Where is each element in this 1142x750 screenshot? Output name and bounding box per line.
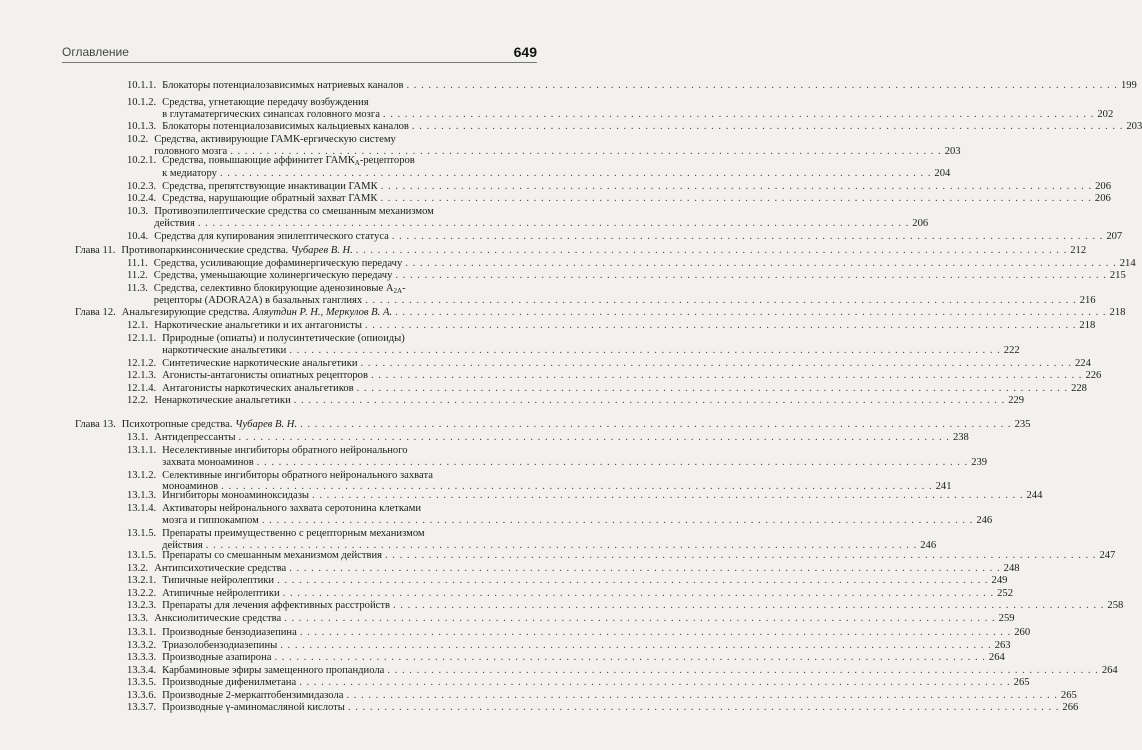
leader-dots xyxy=(280,640,991,652)
entry-page: 204 xyxy=(934,168,951,179)
entry-title-text: Средства, активирующие ГАМК-ергическую систему xyxy=(154,134,396,145)
entry-page: 252 xyxy=(997,588,1013,599)
entry-page: 206 xyxy=(912,218,929,229)
entry-title xyxy=(154,270,393,282)
entry-page: 203 xyxy=(944,146,961,157)
entry-title xyxy=(162,97,368,109)
entry-title-text: Психотропные средства. xyxy=(121,419,233,430)
section-title: Оглавление xyxy=(62,45,129,59)
entry-title xyxy=(154,134,396,146)
entry-title-text: Производные γ-аминомасляной кислоты xyxy=(162,702,345,713)
entry-title-text: Антипсихотические средства xyxy=(154,563,287,574)
entry-page: 235 xyxy=(1014,419,1031,430)
entry-number: Глава 12. xyxy=(75,307,116,318)
entry-page: 265 xyxy=(1013,677,1030,688)
toc-entry-continuation[interactable] xyxy=(162,109,1114,121)
subscript: 2А xyxy=(393,287,403,295)
toc-entry[interactable] xyxy=(127,320,1096,332)
entry-page: 265 xyxy=(1060,690,1077,701)
toc-entry[interactable] xyxy=(127,702,1079,714)
leader-dots xyxy=(312,490,1023,502)
entry-title-text: Триазолобензодиазепины xyxy=(162,640,278,651)
entry-page: 249 xyxy=(991,575,1008,586)
entry-title-text: Средства, уменьшающие холинергическую передачу xyxy=(153,270,393,281)
leader-dots xyxy=(361,358,1072,370)
toc-entry[interactable] xyxy=(127,490,1043,502)
entry-author: Чубарев В. Н. xyxy=(290,245,353,256)
entry-title-text: Противоэпилептические средства со смешанным механизмом xyxy=(154,206,434,217)
toc-chapter-entry[interactable] xyxy=(75,245,1087,257)
entry-number: 13.1.3. xyxy=(127,490,157,501)
entry-number: 12.1.1. xyxy=(127,333,157,344)
toc-entry[interactable] xyxy=(127,550,1116,562)
entry-page: 239 xyxy=(971,457,988,468)
entry-page: 266 xyxy=(1062,702,1079,713)
subscript: А xyxy=(354,159,360,167)
entry-title xyxy=(162,358,357,370)
entry-title-text: Производные бензодиазепина xyxy=(162,627,297,638)
entry-title-text: Ненаркотические анальгетики xyxy=(154,395,291,406)
toc-entry[interactable] xyxy=(127,206,537,218)
leader-dots xyxy=(348,702,1059,714)
entry-number: 12.1.4. xyxy=(127,383,157,394)
entry-page: 246 xyxy=(976,515,993,526)
leader-dots xyxy=(346,690,1057,702)
entry-title xyxy=(162,690,343,702)
toc-entry[interactable] xyxy=(127,155,537,167)
entry-title xyxy=(162,528,424,540)
toc-entry[interactable] xyxy=(127,665,1118,677)
entry-number: 13.3.4. xyxy=(127,665,157,676)
entry-number: 11.1. xyxy=(127,258,148,269)
leader-dots xyxy=(392,231,1103,243)
entry-title xyxy=(162,121,409,133)
toc-entry[interactable] xyxy=(127,181,1111,193)
entry-number: 13.1.5. xyxy=(127,528,157,539)
entry-author: Чубарев В. Н. xyxy=(235,419,298,430)
entry-title-text: Производные 2-меркаптобензимидазола xyxy=(162,690,344,701)
entry-title xyxy=(154,613,281,625)
toc-entry[interactable] xyxy=(127,193,1111,205)
entry-title-text: Средства, повышающие аффинитет ГАМК xyxy=(162,155,355,166)
entry-page: 216 xyxy=(1079,295,1096,306)
toc-entry[interactable] xyxy=(127,121,1142,133)
entry-number: 10.2.4. xyxy=(127,193,157,204)
entry-title xyxy=(162,181,378,193)
toc-entry-continuation[interactable] xyxy=(162,457,988,469)
entry-title xyxy=(162,193,377,205)
entry-title-text: Средства, селективно блокирующие аденозиновые A xyxy=(153,283,394,294)
entry-page: 207 xyxy=(1106,231,1123,242)
entry-number: 13.1.4. xyxy=(127,503,157,514)
entry-title-continued: захвата моноаминов xyxy=(162,457,254,468)
entry-title xyxy=(154,320,362,332)
leader-dots xyxy=(412,121,1123,133)
entry-title-text: Атипичные нейролептики xyxy=(162,588,280,599)
entry-number: 13.2.1. xyxy=(127,575,157,586)
toc-chapter-entry[interactable] xyxy=(75,307,1126,319)
entry-title-text: Агонисты-антагонисты опиатных рецепторов xyxy=(162,370,368,381)
entry-title xyxy=(162,80,403,92)
entry-title xyxy=(154,231,389,243)
entry-title xyxy=(162,383,353,395)
entry-title xyxy=(162,445,407,457)
entry-title xyxy=(154,258,402,270)
entry-title-continued: в глутаматергических синапсах головного мозга xyxy=(162,109,380,120)
entry-page: 247 xyxy=(1099,550,1116,561)
entry-page: 203 xyxy=(1126,121,1142,132)
toc-entry[interactable] xyxy=(127,690,1077,702)
toc-entry-continuation[interactable] xyxy=(153,295,1096,307)
entry-title-continued: головного мозга xyxy=(154,146,228,157)
entry-title-text: Производные дифенилметана xyxy=(162,677,297,688)
entry-number: 13.3.7. xyxy=(127,702,157,713)
entry-title-text: Препараты для лечения аффективных расстройств xyxy=(162,600,390,611)
toc-entry[interactable] xyxy=(127,600,1124,612)
entry-title-continued: моноаминов xyxy=(162,481,219,492)
entry-title xyxy=(121,245,352,257)
entry-title-text: Препараты преимущественно с рецепторным механизмом xyxy=(162,528,425,539)
toc-entry[interactable] xyxy=(127,283,537,295)
entry-page: 218 xyxy=(1109,307,1126,318)
entry-title-text: Производные азапирона xyxy=(162,652,272,663)
leader-dots xyxy=(289,345,1000,357)
entry-number: 10.1.2. xyxy=(127,97,157,108)
entry-page: 206 xyxy=(1095,181,1111,192)
leader-dots xyxy=(220,168,931,180)
leader-dots xyxy=(257,457,968,469)
entry-title xyxy=(162,155,415,167)
entry-number: 13.2.2. xyxy=(127,588,157,599)
entry-page: 215 xyxy=(1109,270,1126,281)
entry-number: 10.1.3. xyxy=(127,121,157,132)
toc-entry-continuation[interactable] xyxy=(162,515,993,527)
toc-entry[interactable] xyxy=(127,134,537,146)
leader-dots xyxy=(299,677,1010,689)
leader-dots xyxy=(365,320,1076,332)
leader-dots xyxy=(357,383,1068,395)
entry-title xyxy=(162,588,280,600)
leader-dots xyxy=(300,627,1011,639)
entry-title xyxy=(162,702,345,714)
entry-title-text: Препараты со смешанным механизмом действия xyxy=(162,550,382,561)
entry-title xyxy=(122,307,392,319)
leader-dots xyxy=(380,193,1091,205)
leader-dots xyxy=(387,665,1098,677)
leader-dots xyxy=(365,295,1076,307)
entry-title-text: Средства, препятствующие инактивации ГАМК xyxy=(162,181,378,192)
entry-title-text: Средства, угнетающие передачу возбуждения xyxy=(162,97,369,108)
toc-entry[interactable] xyxy=(127,383,1087,395)
entry-number: 10.2.1. xyxy=(127,155,157,166)
page-number: 649 xyxy=(513,44,537,60)
toc-entry[interactable] xyxy=(127,652,1005,664)
entry-title-text: Анальгезирующие средства. xyxy=(121,307,250,318)
leader-dots xyxy=(238,432,949,444)
entry-number: Глава 11. xyxy=(75,245,116,256)
entry-title xyxy=(162,490,309,502)
entry-title xyxy=(162,665,384,677)
entry-title-text: Неселективные ингибиторы обратного нейронального xyxy=(162,445,408,456)
entry-number: 10.2.3. xyxy=(127,181,157,192)
toc-entry[interactable] xyxy=(127,588,1013,600)
leader-dots xyxy=(262,515,973,527)
page-header xyxy=(62,41,537,61)
leader-dots xyxy=(283,588,994,600)
header-rule xyxy=(62,62,537,63)
entry-title xyxy=(154,563,286,575)
entry-number: 13.1.1. xyxy=(127,445,157,456)
entry-title-continued: мозга и гиппокампом xyxy=(162,515,259,526)
entry-number: 13.1.5. xyxy=(127,550,157,561)
entry-title xyxy=(154,283,406,295)
entry-title xyxy=(154,206,434,218)
toc-entry[interactable] xyxy=(127,231,1123,243)
toc-entry[interactable] xyxy=(127,503,537,515)
entry-title xyxy=(162,370,368,382)
entry-page: 263 xyxy=(994,640,1011,651)
entry-number: 10.2. xyxy=(127,134,149,145)
entry-number: 13.3.6. xyxy=(127,690,157,701)
entry-title-text: Карбаминовые эфиры замещенного пропандиола xyxy=(162,665,385,676)
toc-entry-continuation[interactable] xyxy=(162,168,951,180)
entry-number: 13.1. xyxy=(127,432,149,443)
toc-entry[interactable] xyxy=(127,613,1015,625)
entry-title xyxy=(162,677,296,689)
entry-number: 11.2. xyxy=(127,270,148,281)
entry-page: 246 xyxy=(920,540,937,551)
leader-dots xyxy=(381,181,1092,193)
entry-number: 13.2. xyxy=(127,563,149,574)
toc-entry[interactable] xyxy=(127,333,537,345)
toc-entry[interactable] xyxy=(127,627,1031,639)
toc-entry-continuation[interactable] xyxy=(162,345,1020,357)
entry-author: Аляутдин Р. Н., Меркулов В. А. xyxy=(252,307,393,318)
entry-title-text: Активаторы нейронального захвата серотонина клетками xyxy=(162,503,421,514)
leader-dots xyxy=(274,652,985,664)
entry-number: 11.3. xyxy=(127,283,148,294)
entry-number: 10.1.1. xyxy=(127,80,157,91)
entry-number: 13.3.1. xyxy=(127,627,157,638)
entry-number: 13.3.5. xyxy=(127,677,157,688)
entry-number: 12.1. xyxy=(127,320,149,331)
leader-dots xyxy=(300,419,1011,431)
leader-dots xyxy=(356,245,1067,257)
entry-title-text: Селективные ингибиторы обратного нейронального захвата xyxy=(162,470,433,481)
entry-title-text: Типичные нейролептики xyxy=(162,575,275,586)
toc-entry[interactable] xyxy=(127,258,1136,270)
entry-title-text: Средства, нарушающие обратный захват ГАМК xyxy=(162,193,378,204)
leader-dots xyxy=(371,370,1082,382)
toc-entry[interactable] xyxy=(127,97,537,109)
leader-dots xyxy=(405,258,1116,270)
entry-number: Глава 13. xyxy=(75,419,116,430)
entry-title-suffix: -рецепторов xyxy=(359,155,415,166)
entry-title-text: Блокаторы потенциалозависимых кальциевых каналов xyxy=(162,121,409,132)
toc-entry[interactable] xyxy=(127,677,1030,689)
toc-entry[interactable] xyxy=(127,80,1137,92)
entry-page: 206 xyxy=(1094,193,1111,204)
toc-entry[interactable] xyxy=(127,575,1008,587)
entry-title xyxy=(162,627,297,639)
entry-page: 218 xyxy=(1079,320,1096,331)
entry-title-continued: действия xyxy=(154,218,195,229)
entry-page: 199 xyxy=(1120,80,1137,91)
entry-number: 13.1.2. xyxy=(127,470,157,481)
toc-entry[interactable] xyxy=(127,640,1011,652)
entry-page: 226 xyxy=(1085,370,1102,381)
entry-title-text: Природные (опиаты) и полусинтетические (опиоиды) xyxy=(162,333,405,344)
entry-number: 12.2. xyxy=(127,395,149,406)
entry-title-continued: рецепторы (ADORA2A) в базальных ганглиях xyxy=(153,295,363,306)
entry-title-text: Антагонисты наркотических анальгетиков xyxy=(162,383,354,394)
entry-title xyxy=(162,652,271,664)
entry-number: 13.2.3. xyxy=(127,600,157,611)
entry-title-text: Средства, усиливающие дофаминергическую передачу xyxy=(153,258,403,269)
entry-page: 264 xyxy=(1101,665,1118,676)
entry-title-text: Средства для купирования эпилептического статуса xyxy=(154,231,389,242)
entry-title-text: Синтетические наркотические анальгетики xyxy=(162,358,358,369)
entry-page: 214 xyxy=(1119,258,1136,269)
toc-entry-continuation[interactable] xyxy=(154,218,929,230)
toc-entry[interactable] xyxy=(127,370,1102,382)
leader-dots xyxy=(395,270,1106,282)
entry-title xyxy=(122,419,297,431)
entry-title xyxy=(162,333,405,345)
entry-title-continued: к медиатору xyxy=(162,168,217,179)
leader-dots xyxy=(407,80,1118,92)
entry-page: 228 xyxy=(1071,383,1087,394)
entry-page: 238 xyxy=(952,432,969,443)
toc-entry[interactable] xyxy=(127,432,969,444)
toc-entry[interactable] xyxy=(127,358,1091,370)
entry-title-text: Противопаркинсонические средства. xyxy=(121,245,289,256)
entry-title-text: Ингибиторы моноаминоксидазы xyxy=(162,490,310,501)
entry-title-continued: наркотические анальгетики xyxy=(162,345,287,356)
entry-title xyxy=(162,550,382,562)
toc-entry[interactable] xyxy=(127,563,1020,575)
entry-number: 10.3. xyxy=(127,206,149,217)
leader-dots xyxy=(198,218,909,230)
entry-title-suffix: - xyxy=(402,283,406,294)
entry-title-text: Блокаторы потенциалозависимых натриевых каналов xyxy=(162,80,404,91)
entry-page: 241 xyxy=(935,481,952,492)
entry-title-continued: действия xyxy=(162,540,203,551)
toc-entry[interactable] xyxy=(127,270,1126,282)
leader-dots xyxy=(284,613,995,625)
entry-number: 13.3.3. xyxy=(127,652,157,663)
leader-dots xyxy=(289,563,1000,575)
entry-number: 12.1.3. xyxy=(127,370,157,381)
leader-dots xyxy=(277,575,988,587)
leader-dots xyxy=(294,395,1005,407)
leader-dots xyxy=(393,600,1104,612)
entry-title xyxy=(154,432,235,444)
entry-page: 212 xyxy=(1070,245,1087,256)
leader-dots xyxy=(383,109,1094,121)
entry-title xyxy=(162,600,390,612)
leader-dots xyxy=(385,550,1096,562)
entry-title-text: Наркотические анальгетики и их антагонисты xyxy=(154,320,362,331)
entry-title-text: Антидепрессанты xyxy=(154,432,236,443)
entry-number: 10.4. xyxy=(127,231,149,242)
toc-entry[interactable] xyxy=(127,528,537,540)
entry-title xyxy=(154,395,291,407)
entry-page: 202 xyxy=(1097,109,1114,120)
entry-page: 258 xyxy=(1107,600,1124,611)
entry-page: 260 xyxy=(1014,627,1031,638)
entry-page: 244 xyxy=(1026,490,1043,501)
entry-page: 229 xyxy=(1008,395,1025,406)
entry-page: 264 xyxy=(988,652,1005,663)
leader-dots xyxy=(395,307,1106,319)
entry-title xyxy=(162,575,274,587)
toc-entry[interactable] xyxy=(127,395,1025,407)
entry-page: 222 xyxy=(1003,345,1020,356)
entry-page: 259 xyxy=(998,613,1015,624)
entry-number: 13.3.2. xyxy=(127,640,157,651)
entry-title xyxy=(162,503,421,515)
toc-chapter-entry[interactable] xyxy=(75,419,1031,431)
entry-title xyxy=(162,640,277,652)
entry-number: 12.1.2. xyxy=(127,358,157,369)
toc-entry[interactable] xyxy=(127,445,537,457)
entry-number: 13.3. xyxy=(127,613,149,624)
entry-page: 224 xyxy=(1075,358,1091,369)
entry-title-text: Анксиолитические средства xyxy=(154,613,282,624)
entry-page: 248 xyxy=(1003,563,1020,574)
